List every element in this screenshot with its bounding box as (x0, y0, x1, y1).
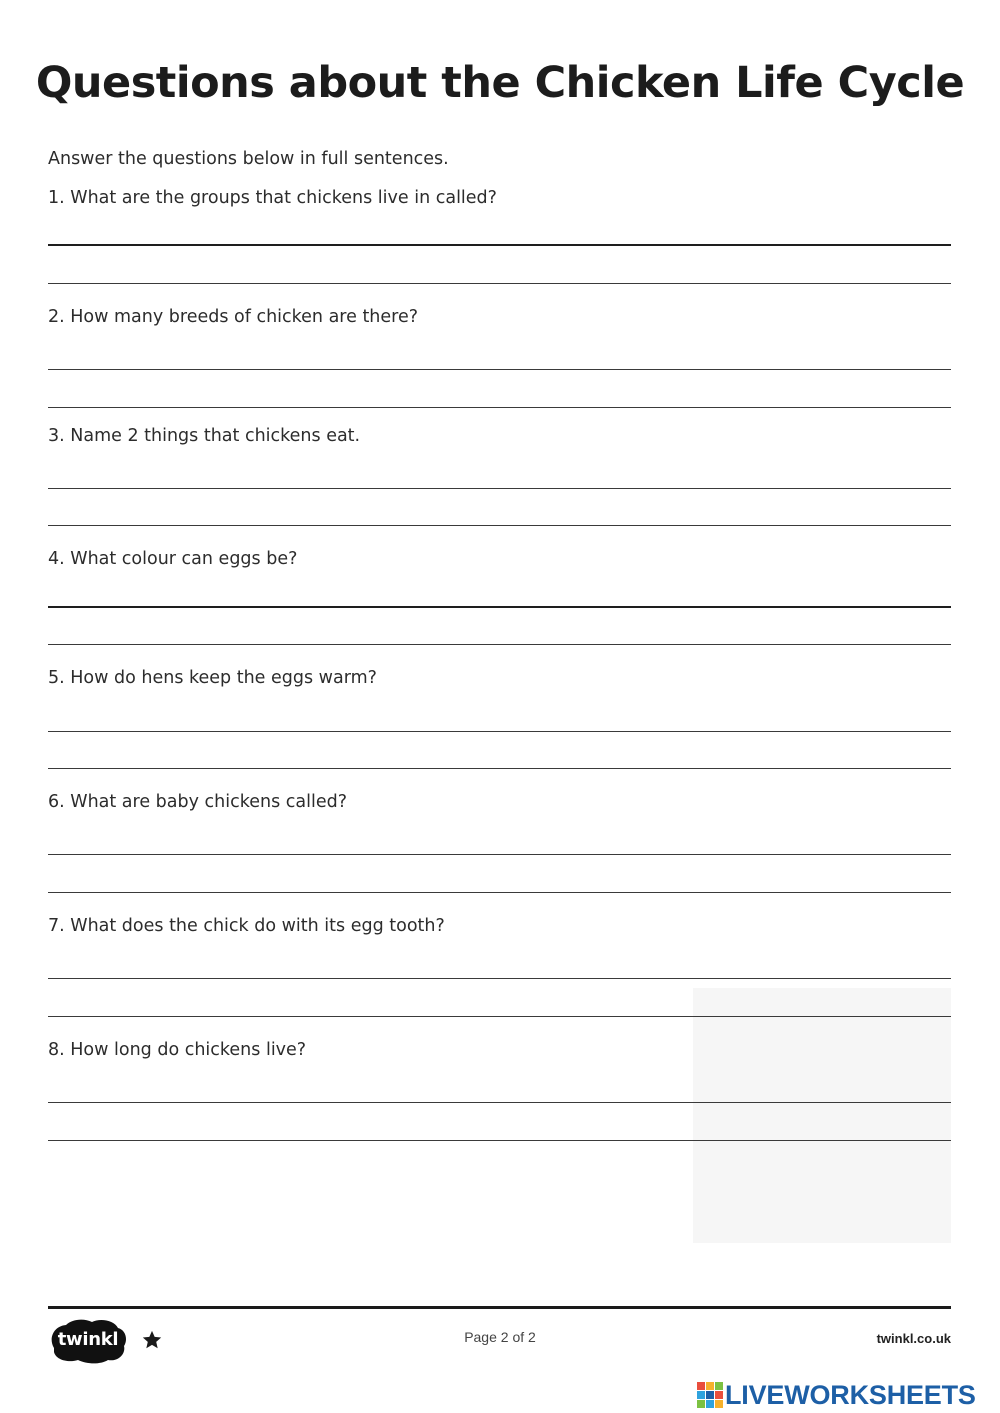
footer-divider (48, 1306, 951, 1309)
answer-line-7b[interactable] (48, 1016, 951, 1017)
answer-line-1b[interactable] (48, 283, 951, 284)
question-4: 4. What colour can eggs be? (48, 549, 298, 569)
answer-line-4b[interactable] (48, 644, 951, 645)
instruction-text: Answer the questions below in full sentences. (48, 149, 449, 169)
question-3: 3. Name 2 things that chickens eat. (48, 426, 361, 446)
twinkl-logo-text: twinkl (57, 1329, 119, 1350)
answer-line-7a[interactable] (48, 978, 951, 979)
answer-line-3a[interactable] (48, 488, 951, 489)
answer-line-6b[interactable] (48, 892, 951, 893)
answer-line-6a[interactable] (48, 854, 951, 855)
question-1: 1. What are the groups that chickens live in called? (48, 188, 497, 208)
liveworksheets-icon (697, 1382, 723, 1408)
page-number: Page 2 of 2 (464, 1329, 536, 1345)
answer-line-5b[interactable] (48, 768, 951, 769)
answer-line-2b[interactable] (48, 407, 951, 408)
question-6: 6. What are baby chickens called? (48, 792, 348, 812)
answer-line-4a[interactable] (48, 606, 951, 608)
answer-line-2a[interactable] (48, 369, 951, 370)
answer-line-5a[interactable] (48, 731, 951, 732)
answer-line-3b[interactable] (48, 525, 951, 526)
site-url[interactable]: twinkl.co.uk (876, 1331, 951, 1346)
answer-line-8a[interactable] (48, 1102, 951, 1103)
question-7: 7. What does the chick do with its egg tooth? (48, 916, 445, 936)
answer-line-8b[interactable] (48, 1140, 951, 1141)
faint-watermark-panel (693, 988, 951, 1243)
question-8: 8. How long do chickens live? (48, 1040, 307, 1060)
question-2: 2. How many breeds of chicken are there? (48, 307, 419, 327)
question-5: 5. How do hens keep the eggs warm? (48, 668, 377, 688)
liveworksheets-watermark[interactable] (697, 1378, 997, 1410)
page-title: Questions about the Chicken Life Cycle (35, 58, 965, 108)
answer-line-1a[interactable] (48, 244, 951, 246)
liveworksheets-brand: LIVEWORKSHEETS (725, 1380, 976, 1410)
